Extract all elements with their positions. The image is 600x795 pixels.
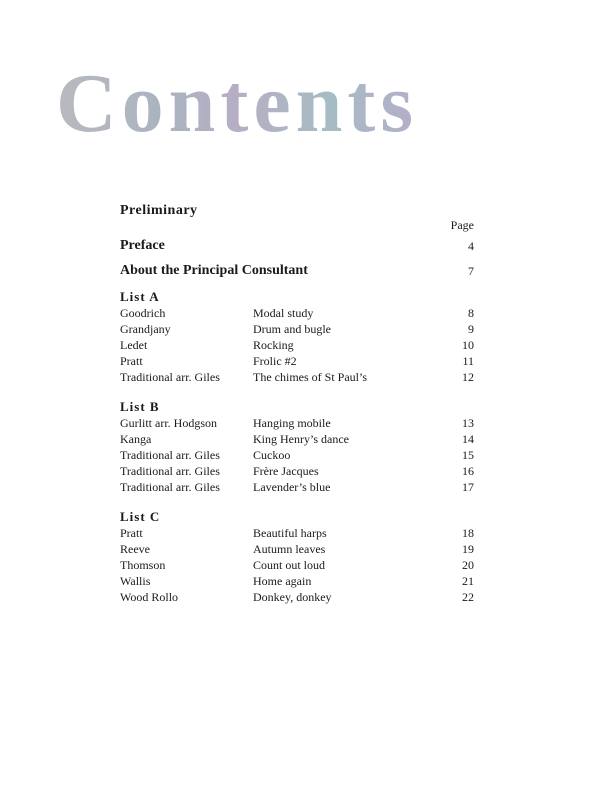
entry-page: 9 xyxy=(468,322,474,336)
entry-title: Donkey, donkey xyxy=(253,590,332,604)
entry-page: 11 xyxy=(462,354,474,368)
entry-composer: Traditional arr. Giles xyxy=(120,480,220,494)
toc-entry[interactable] xyxy=(120,321,474,337)
entry-page: 14 xyxy=(462,432,474,446)
entry-page: 17 xyxy=(462,480,474,494)
entry-title: Autumn leaves xyxy=(253,542,326,556)
entry-title: Frolic #2 xyxy=(253,354,297,368)
entry-composer: Ledet xyxy=(120,338,148,352)
entry-page: 4 xyxy=(468,239,474,253)
toc-entry[interactable] xyxy=(120,353,474,369)
toc-entry[interactable] xyxy=(120,525,474,541)
entry-page: 8 xyxy=(468,306,474,320)
toc-entry[interactable] xyxy=(120,431,474,447)
toc-entry[interactable] xyxy=(120,263,474,281)
entry-composer: Goodrich xyxy=(120,306,166,320)
entry-composer: Wood Rollo xyxy=(120,590,179,604)
entry-title: The chimes of St Paul’s xyxy=(253,370,367,384)
entry-composer: Thomson xyxy=(120,558,166,572)
entry-title: Lavender’s blue xyxy=(253,480,331,494)
entry-page: 7 xyxy=(468,264,474,278)
toc-entry[interactable] xyxy=(120,369,474,385)
entry-composer: Gurlitt arr. Hodgson xyxy=(120,416,217,430)
list-heading: List A xyxy=(120,289,160,304)
entry-composer: Kanga xyxy=(120,432,152,446)
entry-page: 22 xyxy=(462,590,474,604)
entry-composer: Traditional arr. Giles xyxy=(120,370,220,384)
entry-composer: Wallis xyxy=(120,574,151,588)
toc-entry[interactable] xyxy=(120,557,474,573)
toc-entry[interactable] xyxy=(120,479,474,495)
entry-page: 21 xyxy=(462,574,474,588)
entry-title: Cuckoo xyxy=(253,448,291,462)
entry-composer: Reeve xyxy=(120,542,150,556)
entry-title: Preface xyxy=(120,238,165,253)
entry-page: 10 xyxy=(462,338,474,352)
entry-page: 16 xyxy=(462,464,474,478)
toc-entry[interactable] xyxy=(120,238,474,256)
list-heading: List B xyxy=(120,399,160,414)
entry-title: King Henry’s dance xyxy=(253,432,349,446)
entry-composer: Pratt xyxy=(120,354,143,368)
entry-composer: Traditional arr. Giles xyxy=(120,448,220,462)
entry-composer: Grandjany xyxy=(120,322,171,336)
entry-page: 15 xyxy=(462,448,474,462)
entry-title: About the Principal Consultant xyxy=(120,263,308,278)
toc-entry[interactable] xyxy=(120,463,474,479)
toc-entry[interactable] xyxy=(120,573,474,589)
toc-entry[interactable] xyxy=(120,337,474,353)
page-column-label: Page xyxy=(450,218,474,232)
entry-title: Hanging mobile xyxy=(253,416,331,430)
entry-page: 19 xyxy=(462,542,474,556)
toc-entry[interactable] xyxy=(120,447,474,463)
entry-title: Rocking xyxy=(253,338,294,352)
entry-title: Frère Jacques xyxy=(253,464,319,478)
entry-page: 13 xyxy=(462,416,474,430)
preliminary-heading: Preliminary xyxy=(120,203,198,218)
entry-title: Beautiful harps xyxy=(253,526,327,540)
entry-title: Home again xyxy=(253,574,312,588)
toc-entry[interactable] xyxy=(120,541,474,557)
entry-page: 20 xyxy=(462,558,474,572)
entry-page: 18 xyxy=(462,526,474,540)
entry-title: Count out loud xyxy=(253,558,326,572)
page-title: Contents xyxy=(56,57,419,150)
entry-composer: Pratt xyxy=(120,526,143,540)
entry-page: 12 xyxy=(462,370,474,384)
entry-composer: Traditional arr. Giles xyxy=(120,464,220,478)
entry-title: Modal study xyxy=(253,306,314,320)
list-heading: List C xyxy=(120,509,161,524)
toc-entry[interactable] xyxy=(120,415,474,431)
toc-entry[interactable] xyxy=(120,589,474,605)
toc-entry[interactable] xyxy=(120,305,474,321)
entry-title: Drum and bugle xyxy=(253,322,331,336)
